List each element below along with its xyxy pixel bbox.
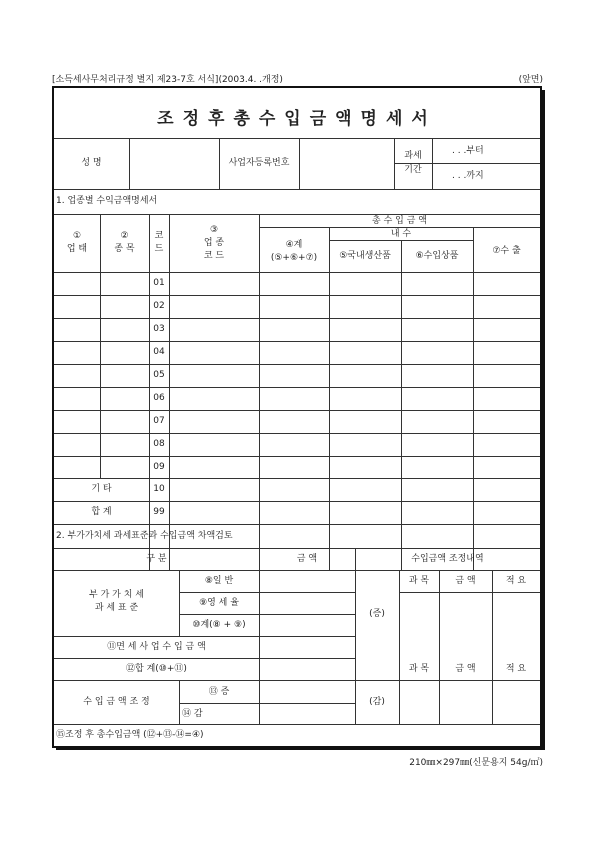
after-adjust-label: ⑮조정 후 총수입금액 (⑫+⑬-⑭=④) [56, 730, 204, 740]
rule [394, 138, 395, 189]
row-code: 09 [153, 462, 165, 472]
row-code: 08 [153, 439, 165, 449]
row-code: 04 [153, 347, 165, 357]
rule [259, 214, 260, 570]
rule [54, 433, 540, 434]
rule [54, 658, 355, 659]
domestic-header: 내 수 [390, 229, 412, 239]
rule [169, 214, 170, 570]
col-type-header: 업 태 [66, 244, 88, 254]
rule [299, 138, 300, 189]
row-code: 03 [153, 324, 165, 334]
col-domestic-product: ⑤국내생산품 [339, 251, 391, 261]
col-category-header: 구 분 [146, 554, 167, 564]
vat-base-label-1: 부 가 가 치 세 [89, 590, 144, 600]
row-code: 05 [153, 370, 165, 380]
etc-label: 기 타 [91, 484, 112, 494]
amount-header: 금 액 [455, 576, 476, 586]
rule [54, 272, 540, 273]
row-code: 01 [153, 278, 165, 288]
rule [179, 703, 355, 704]
section1-title: 1. 업종별 수익금액명세서 [56, 196, 158, 206]
rule [259, 227, 540, 228]
row-code: 02 [153, 301, 165, 311]
rule [54, 456, 540, 457]
rule [329, 227, 330, 570]
col-industry-header-1: 업 종 [203, 238, 225, 248]
col-code-header-1: 코 [154, 231, 164, 241]
row-code: 06 [153, 393, 165, 403]
form-title: 조정후총수입금액명세서 [157, 109, 437, 129]
sum-label: 합 계 [91, 507, 112, 517]
col-sum-header-2: (⑤+⑥+⑦) [270, 253, 318, 263]
period-label-2: 기간 [404, 165, 422, 175]
col-item-num: ② [120, 231, 129, 241]
total-label: ⑫합 계(⑩+⑪) [126, 664, 187, 674]
col-export: ⑦수 출 [492, 246, 521, 256]
rule [54, 318, 540, 319]
rule [399, 592, 540, 593]
rule [394, 163, 540, 164]
col-industry-header-2: 코 드 [203, 251, 225, 261]
rule [492, 570, 493, 724]
exempt-revenue-label: ⑪면 세 사 업 수 입 금 액 [107, 642, 206, 652]
rule [399, 680, 540, 681]
rule [129, 138, 130, 189]
rule [54, 138, 540, 139]
form-frame [52, 86, 542, 748]
col-code-header-2: 드 [154, 244, 164, 254]
etc-code: 10 [153, 484, 165, 494]
sum-code: 99 [153, 507, 165, 517]
minus-label: (감) [369, 697, 385, 707]
increase-label: ⑬ 증 [208, 687, 230, 697]
col-amount-header: 금 액 [296, 554, 318, 564]
adjust-label: 수 입 금 액 조 정 [83, 697, 150, 707]
rule [473, 227, 474, 570]
rule [54, 524, 540, 525]
period-from: . . .부터 [452, 146, 484, 156]
col-item-header: 종 목 [114, 244, 135, 254]
frame-shadow-bottom [56, 748, 545, 750]
page-side-label: (앞면) [518, 75, 543, 85]
rule [54, 478, 540, 479]
form-reference: [소득세사무처리규정 별지 제23-7호 서식](2003.4. .개정) [52, 75, 283, 85]
rule [399, 570, 400, 724]
rule [439, 570, 440, 724]
rule [179, 614, 355, 615]
period-label-1: 과세 [404, 151, 422, 161]
amount-header: 금 액 [455, 664, 476, 674]
rule [54, 636, 355, 637]
rule [179, 592, 355, 593]
section2-title: 2. 부가가치세 과세표준과 수입금액 차액검토 [56, 531, 233, 541]
general-label: ⑧일 반 [204, 576, 234, 586]
paper-spec: 210㎜×297㎜(신문용지 54g/㎡) [409, 758, 543, 768]
bizno-label: 사업자등록번호 [228, 158, 290, 168]
rule [54, 295, 540, 296]
col-imported-product: ⑥수입상품 [415, 251, 459, 261]
rule [54, 548, 540, 549]
subtotal-label: ⑩계(⑧ + ⑨) [192, 620, 246, 630]
col-type-num: ① [72, 231, 82, 241]
rule [54, 214, 540, 215]
rule [54, 341, 540, 342]
col-industry-num: ③ [209, 225, 219, 235]
rule [54, 724, 540, 725]
zero-rate-label: ⑨영 세 율 [199, 598, 239, 608]
note-header: 적 요 [505, 576, 527, 586]
subject-header: 과 목 [408, 576, 430, 586]
rule [259, 548, 260, 724]
total-revenue-header: 총 수 입 금 액 [372, 216, 427, 226]
rule [54, 189, 540, 190]
rule [432, 138, 433, 189]
rule [54, 410, 540, 411]
rule [54, 501, 540, 502]
plus-label: (증) [369, 609, 385, 619]
name-label: 성 명 [81, 158, 102, 168]
period-to: . . .까지 [452, 171, 484, 181]
rule [401, 240, 402, 570]
rule [54, 364, 540, 365]
subject-header: 과 목 [408, 664, 430, 674]
col-sum-header-1: ④계 [285, 240, 303, 250]
note-header: 적 요 [505, 664, 527, 674]
decrease-label: ⑭ 감 [182, 709, 203, 719]
frame-shadow-right [542, 90, 545, 750]
vat-base-label-2: 과 세 표 준 [94, 603, 139, 613]
col-adjust-detail-header: 수입금액 조정내역 [411, 554, 484, 564]
rule [54, 387, 540, 388]
row-code: 07 [153, 416, 165, 426]
rule [54, 570, 540, 571]
